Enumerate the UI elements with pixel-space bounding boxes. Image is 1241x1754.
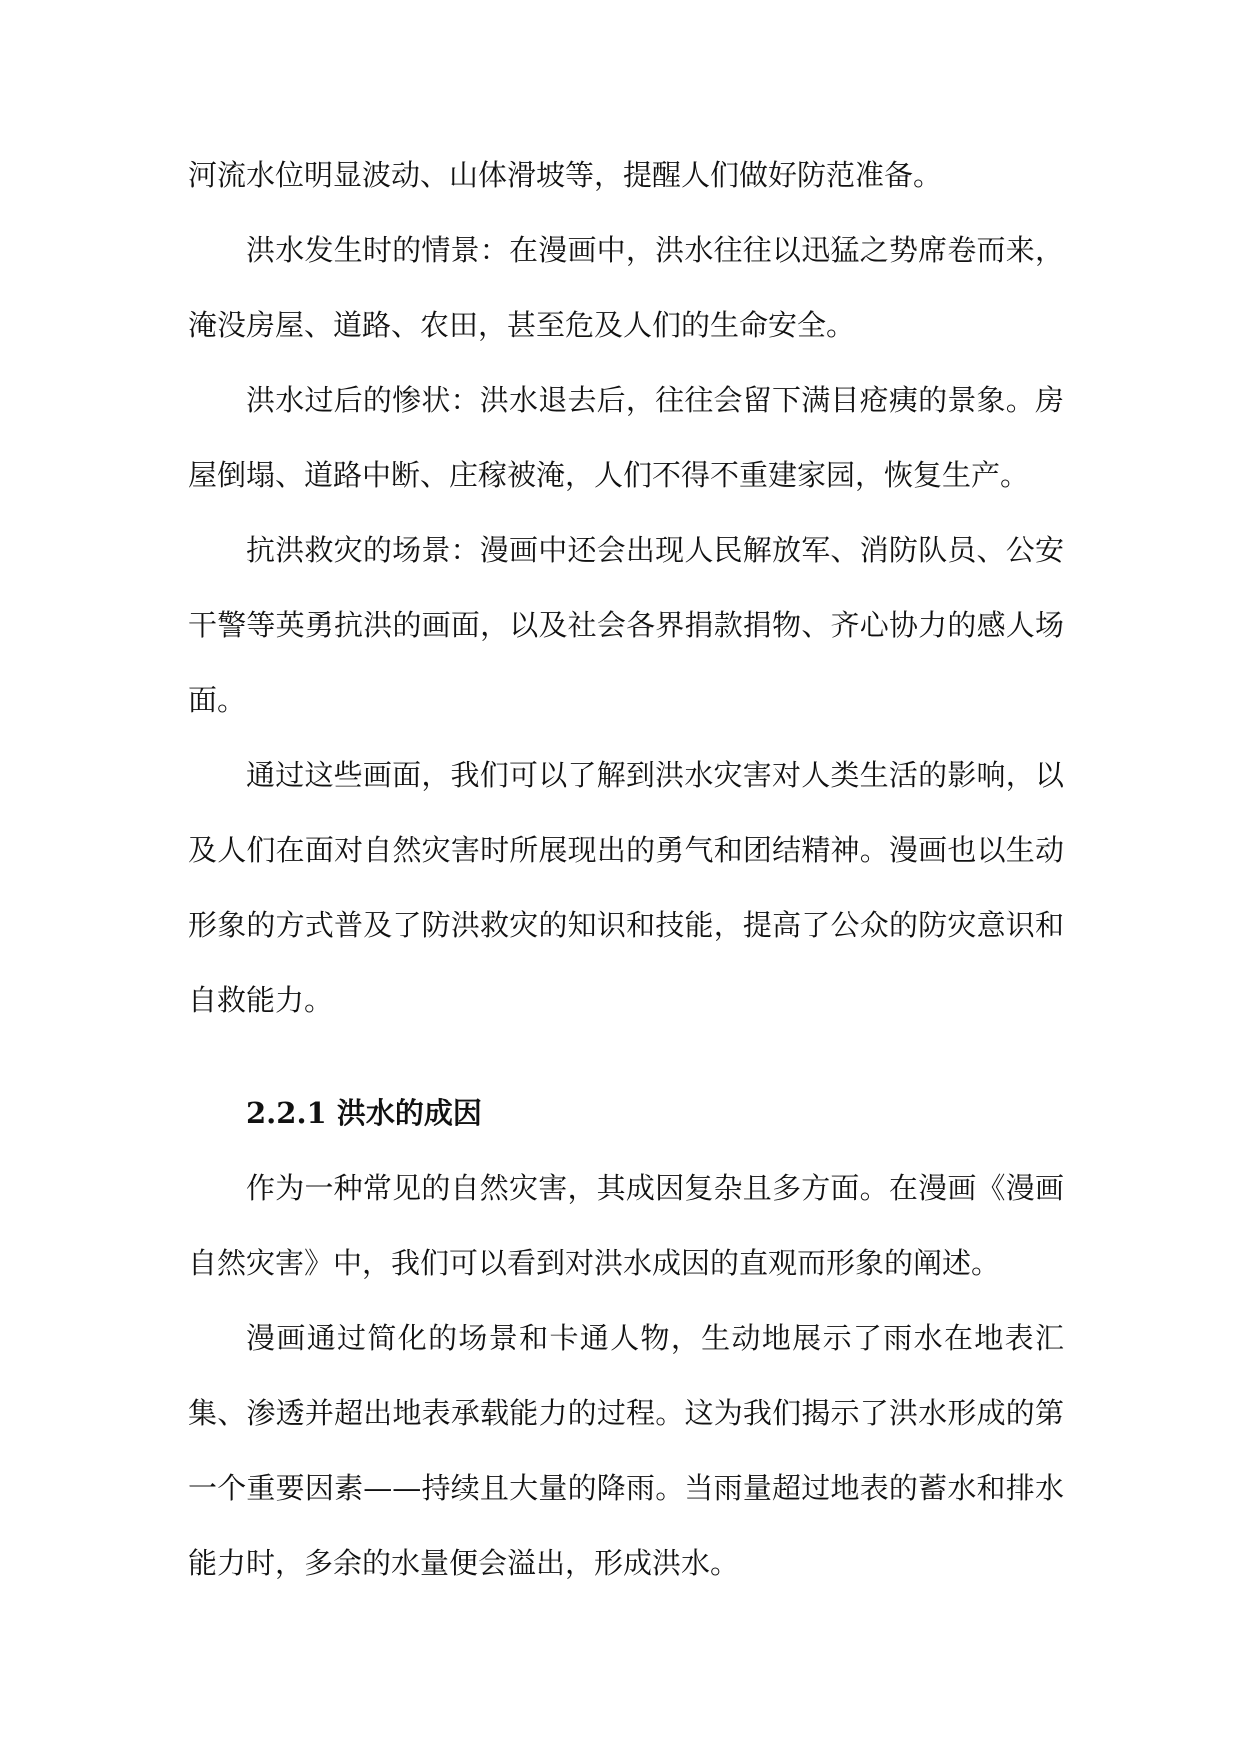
paragraph-continuation: 河流水位明显波动、山体滑坡等，提醒人们做好防范准备。 [188, 158, 943, 192]
document-body [188, 138, 1064, 1601]
section-heading: 2.2.1 洪水的成因 [246, 1096, 482, 1130]
paragraph-flood-occurrence: 洪水发生时的情景：在漫画中，洪水往往以迅猛之势席卷而来，淹没房屋、道路、农田，甚至危及人们的生命安全。 [188, 233, 1064, 342]
paragraph-rainfall-cause: 漫画通过简化的场景和卡通人物，生动地展示了雨水在地表汇集、渗透并超出地表承载能力的过程。这为我们揭示了洪水形成的第一个重要因素——持续且大量的降雨。当雨量超过地表的蓄水和排水能力时，多余的水量便会溢出，形成洪水。 [188, 1321, 1064, 1580]
paragraph-causes-intro: 作为一种常见的自然灾害，其成因复杂且多方面。在漫画《漫画自然灾害》中，我们可以看到对洪水成因的直观而形象的阐述。 [188, 1171, 1064, 1280]
paragraph-summary: 通过这些画面，我们可以了解到洪水灾害对人类生活的影响，以及人们在面对自然灾害时所展现出的勇气和团结精神。漫画也以生动形象的方式普及了防洪救灾的知识和技能，提高了公众的防灾意识和自救能力。 [188, 758, 1064, 1017]
paragraph-flood-aftermath: 洪水过后的惨状：洪水退去后，往往会留下满目疮痍的景象。房屋倒塌、道路中断、庄稼被淹，人们不得不重建家园，恢复生产。 [188, 383, 1064, 492]
paragraph-flood-relief: 抗洪救灾的场景：漫画中还会出现人民解放军、消防队员、公安干警等英勇抗洪的画面，以及社会各界捐款捐物、齐心协力的感人场面。 [188, 533, 1064, 717]
